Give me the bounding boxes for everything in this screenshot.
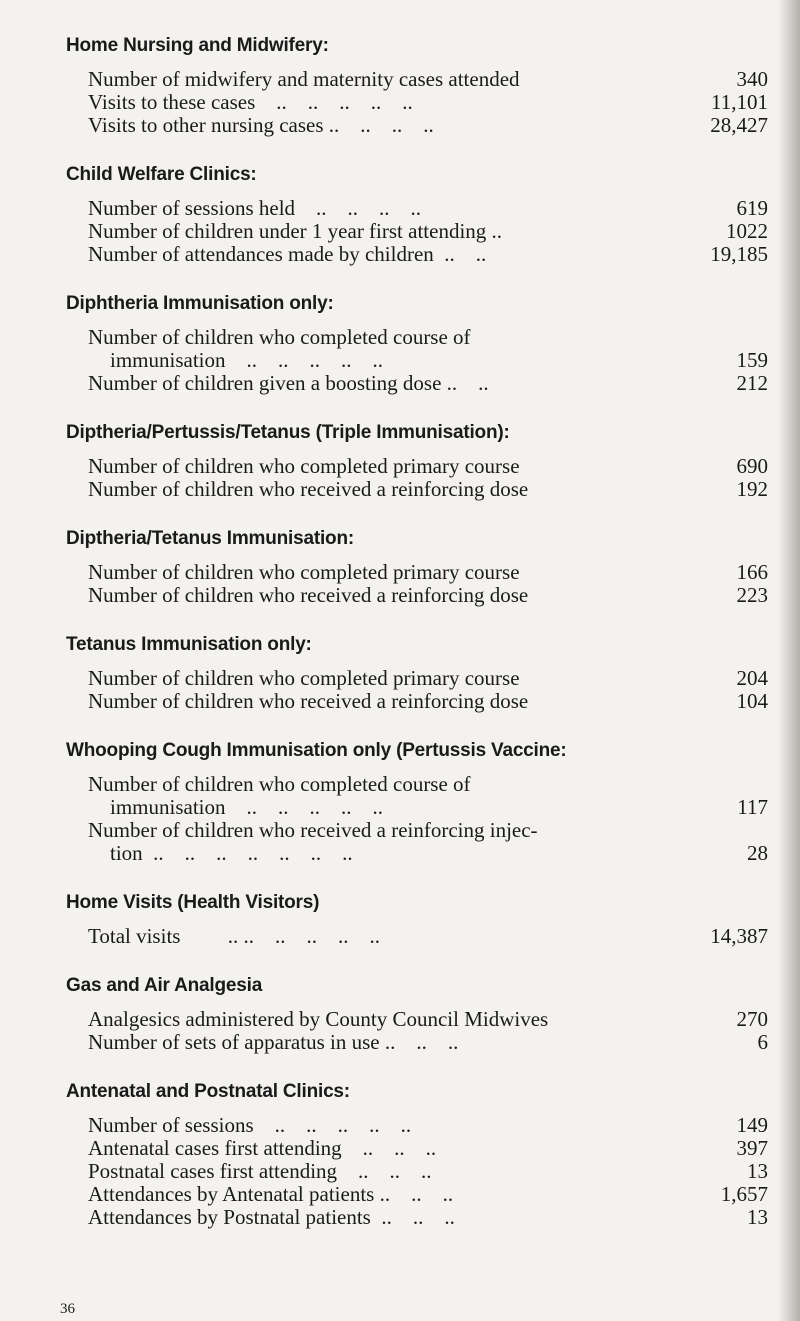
row-label [88, 372, 658, 395]
row-value: 619 [736, 196, 768, 220]
row-label-line: Number of children under 1 year first attending .. [88, 220, 503, 243]
table-row [66, 372, 768, 395]
section-heading: Diphtheria Immunisation only: [66, 293, 334, 314]
row-value: 690 [736, 454, 768, 478]
table-row [66, 1183, 768, 1206]
section-heading: Gas and Air Analgesia [66, 975, 263, 996]
row-label [88, 1137, 658, 1160]
row-label-line: Analgesics administered by County Council Midwives [88, 1008, 549, 1031]
report-section [66, 32, 768, 137]
row-label-line: Postnatal cases first attending .. .. .. [88, 1160, 432, 1183]
row-value: 104 [736, 689, 768, 713]
table-row [66, 773, 768, 819]
row-label-line: Number of sessions .. .. .. .. .. [88, 1114, 412, 1137]
row-value: 166 [736, 560, 768, 584]
table-row [66, 220, 768, 243]
table-row [66, 91, 768, 114]
report-section [66, 889, 768, 948]
row-label [88, 68, 658, 91]
table-row [66, 819, 768, 865]
report-section [66, 972, 768, 1054]
section-heading: Child Welfare Clinics: [66, 164, 257, 185]
table-row [66, 243, 768, 266]
row-label [88, 326, 658, 372]
row-label [88, 220, 658, 243]
report-section [66, 161, 768, 266]
row-label [88, 773, 658, 819]
row-label-line: Number of attendances made by children .. .. [88, 243, 487, 266]
report-section [66, 525, 768, 607]
table-row [66, 326, 768, 372]
report-section [66, 290, 768, 395]
row-label [88, 243, 658, 266]
report-section [66, 631, 768, 713]
row-label [88, 690, 658, 713]
row-value: 204 [736, 666, 768, 690]
row-label [88, 925, 658, 948]
row-label-line: Attendances by Postnatal patients .. .. .. [88, 1206, 455, 1229]
table-row [66, 197, 768, 220]
row-label-line: Number of sets of apparatus in use .. .. .. [88, 1031, 459, 1054]
row-value: 149 [736, 1113, 768, 1137]
table-row [66, 690, 768, 713]
row-value: 117 [737, 795, 768, 819]
row-label-line: Number of children who received a reinforcing dose [88, 584, 529, 607]
row-value: 340 [736, 67, 768, 91]
row-label-line: Number of midwifery and maternity cases attended [88, 68, 520, 91]
row-value: 159 [736, 348, 768, 372]
row-label-line: Visits to other nursing cases .. .. .. .. [88, 114, 434, 137]
table-row [66, 1206, 768, 1229]
row-value: 13 [747, 1205, 768, 1229]
row-label-line: Number of children who received a reinforcing dose [88, 690, 529, 713]
table-row [66, 1008, 768, 1031]
row-label [88, 197, 658, 220]
row-label-line: Number of children given a boosting dose .. .. [88, 372, 489, 395]
table-row [66, 925, 768, 948]
table-row [66, 68, 768, 91]
table-row [66, 1160, 768, 1183]
report-body [66, 32, 768, 1253]
row-value: 13 [747, 1159, 768, 1183]
row-label [88, 667, 658, 690]
row-value: 6 [757, 1030, 768, 1054]
row-label [88, 114, 658, 137]
row-value: 14,387 [710, 924, 768, 948]
table-row [66, 478, 768, 501]
row-value: 28 [747, 841, 768, 865]
row-label [88, 455, 658, 478]
row-label-line: Total visits .. .. .. .. .. .. [88, 925, 380, 948]
row-label-line: Visits to these cases .. .. .. .. .. [88, 91, 413, 114]
table-row [66, 584, 768, 607]
section-heading: Diptheria/Tetanus Immunisation: [66, 528, 354, 549]
row-label-line: Antenatal cases first attending .. .. .. [88, 1137, 437, 1160]
row-label-line: Number of children who received a reinforcing dose [88, 478, 529, 501]
row-label-line: Number of children who completed primary course [88, 667, 520, 690]
table-row [66, 1137, 768, 1160]
row-label-line: Number of children who completed primary course [88, 561, 520, 584]
row-label [88, 1183, 658, 1206]
report-section [66, 419, 768, 501]
row-value: 192 [736, 477, 768, 501]
row-value: 19,185 [710, 242, 768, 266]
table-row [66, 455, 768, 478]
report-section [66, 1078, 768, 1229]
row-value: 28,427 [710, 113, 768, 137]
section-heading: Home Nursing and Midwifery: [66, 35, 329, 56]
row-label-continuation: tion .. .. .. .. .. .. .. [110, 841, 353, 865]
row-label [88, 561, 658, 584]
row-value: 212 [736, 371, 768, 395]
row-label [88, 1206, 658, 1229]
table-row [66, 1114, 768, 1137]
table-row [66, 1031, 768, 1054]
table-row [66, 561, 768, 584]
row-value: 223 [736, 583, 768, 607]
row-label [88, 1114, 658, 1137]
section-heading: Home Visits (Health Visitors) [66, 892, 320, 913]
row-label-line: Number of children who completed primary course [88, 455, 520, 478]
row-label [88, 1031, 658, 1054]
section-heading: Diptheria/Pertussis/Tetanus (Triple Immunisation): [66, 422, 510, 443]
row-label-line: Attendances by Antenatal patients .. .. .. [88, 1183, 454, 1206]
table-row [66, 667, 768, 690]
row-label [88, 819, 658, 865]
section-heading: Antenatal and Postnatal Clinics: [66, 1081, 350, 1102]
row-label-line: Number of children who completed course of [88, 326, 471, 349]
row-value: 1,657 [720, 1182, 768, 1206]
row-label [88, 1008, 658, 1031]
row-value: 270 [736, 1007, 768, 1031]
page-number: 36 [60, 1301, 75, 1317]
row-label [88, 1160, 658, 1183]
row-label-continuation: immunisation .. .. .. .. .. [110, 795, 383, 819]
row-label-continuation: immunisation .. .. .. .. .. [110, 348, 383, 372]
row-value: 11,101 [711, 90, 768, 114]
row-value: 1022 [726, 219, 768, 243]
row-label-line: Number of children who received a reinforcing injec- [88, 819, 538, 842]
row-label-line: Number of sessions held .. .. .. .. [88, 197, 422, 220]
table-row [66, 114, 768, 137]
report-section [66, 737, 768, 865]
row-label [88, 478, 658, 501]
page-edge-shadow [778, 0, 800, 1321]
section-heading: Whooping Cough Immunisation only (Pertussis Vaccine: [66, 740, 567, 761]
section-heading: Tetanus Immunisation only: [66, 634, 312, 655]
row-label-line: Number of children who completed course of [88, 773, 471, 796]
row-label [88, 91, 658, 114]
row-label [88, 584, 658, 607]
row-value: 397 [736, 1136, 768, 1160]
